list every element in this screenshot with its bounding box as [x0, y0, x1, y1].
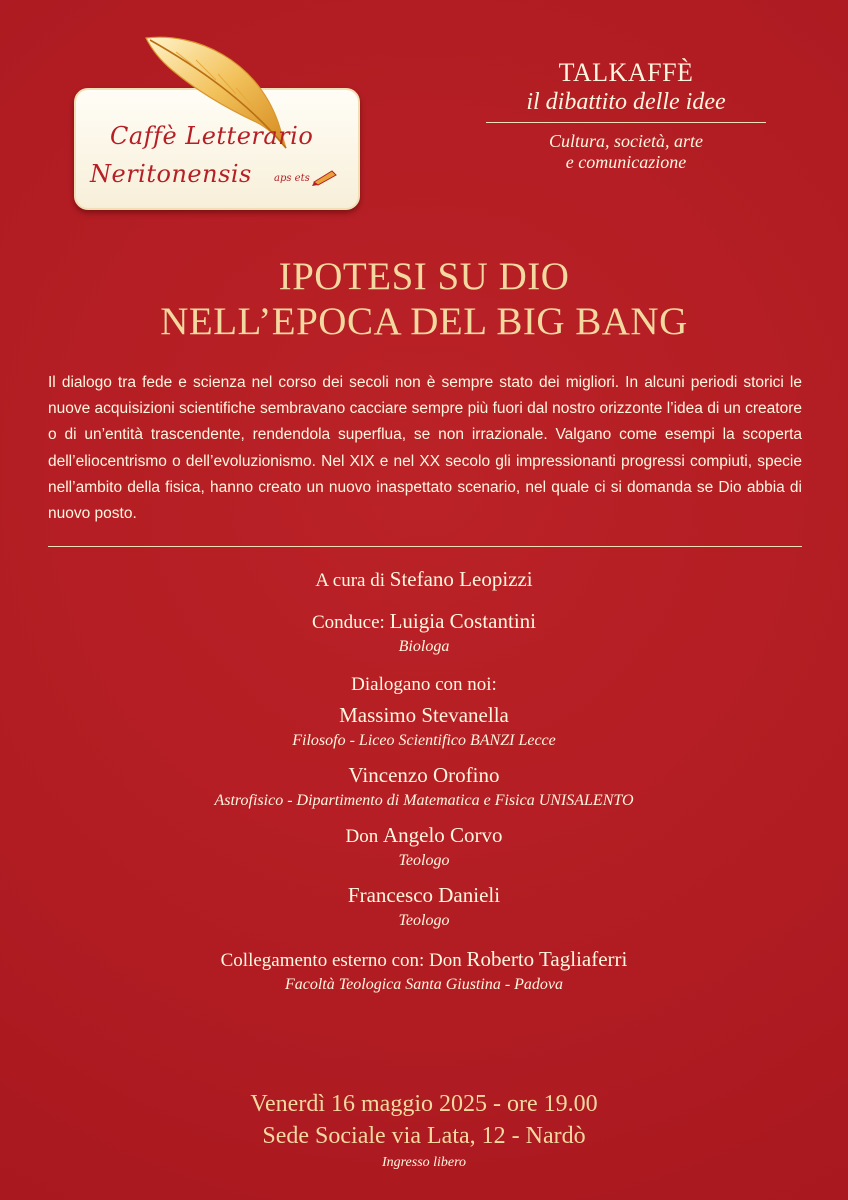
remote-prefix: Collegamento esterno con: — [220, 950, 425, 971]
speaker-name: Vincenzo Orofino — [348, 763, 500, 787]
pencil-icon — [310, 168, 340, 186]
section-divider — [48, 546, 802, 547]
series-desc-line1: Cultura, società, arte — [549, 131, 703, 151]
speaker-role: Astrofisico - Dipartimento di Matematica e Fisica UNISALENTO — [214, 792, 634, 809]
event-date: Venerdì 16 maggio 2025 - ore 19.00 — [250, 1091, 598, 1117]
logo-suffix: aps ets — [274, 173, 310, 184]
speaker — [0, 822, 848, 872]
speaker-role: Filosofo - Liceo Scientifico BANZI Lecce — [292, 732, 556, 749]
series-header — [486, 58, 766, 173]
intro-paragraph: Il dialogo tra fede e scienza nel corso dei secoli non è sempre stato dei migliori. In alcuni periodi storici le nuove acquisizioni scientifiche sembravano cacciare sempre più fuori dal nostro orizzonte l’idea di un creatore o di un’entità trascendente, rendendola superflua, se non irrazionale. Valgano come esempi la scoperta dell’eliocentrismo o dell’evoluzionismo. Nel XIX e nel XX secolo gli impressionanti progressi compiuti, specie nell’ambito della fisica, hanno creato un nuovo inaspettato scenario, nel quale ci si domanda se Dio abbia di nuovo posto. — [48, 374, 802, 523]
event-title-line1: IPOTESI SU DIO — [278, 255, 570, 298]
curated-by — [0, 566, 848, 594]
event-place: Sede Sociale via Lata, 12 - Nardò — [262, 1123, 586, 1149]
panel-heading: Dialogano con noi: — [351, 674, 497, 695]
event-title-line2: NELL’EPOCA DEL BIG BANG — [160, 300, 688, 343]
remote-guest — [0, 946, 848, 996]
remote-title: Don — [429, 950, 462, 971]
series-title: TALKAFFÈ — [558, 58, 694, 87]
speaker-name: Francesco Danieli — [347, 883, 501, 907]
series-desc-line2: e comunicazione — [565, 152, 687, 172]
speaker-title: Don — [345, 826, 379, 847]
moderator-name: Luigia Costantini — [389, 609, 536, 633]
series-subtitle: il dibattito delle idee — [526, 89, 726, 115]
logo-text-line1: Caffè Letterario — [110, 122, 314, 150]
remote-role: Facoltà Teologica Santa Giustina - Padova — [284, 976, 564, 993]
logo — [74, 30, 364, 212]
series-divider — [486, 122, 766, 123]
logo-text-line2: Neritonensis — [90, 160, 252, 188]
curated-prefix: A cura di — [315, 570, 386, 591]
credits — [0, 566, 848, 996]
speaker-role: Teologo — [398, 912, 450, 929]
moderator — [0, 608, 848, 658]
event-title — [0, 254, 848, 344]
curator-name: Stefano Leopizzi — [389, 567, 533, 591]
speaker-name: Angelo Corvo — [382, 823, 503, 847]
speaker — [0, 762, 848, 812]
speaker — [0, 702, 848, 752]
remote-name: Roberto Tagliaferri — [466, 947, 628, 971]
moderator-prefix: Conduce: — [312, 612, 385, 633]
speaker — [0, 882, 848, 932]
moderator-role: Biologa — [398, 638, 450, 655]
event-info — [0, 1088, 848, 1152]
speaker-role: Teologo — [398, 852, 450, 869]
entry-note: Ingresso libero — [381, 1155, 467, 1170]
speaker-name: Massimo Stevanella — [339, 703, 509, 727]
